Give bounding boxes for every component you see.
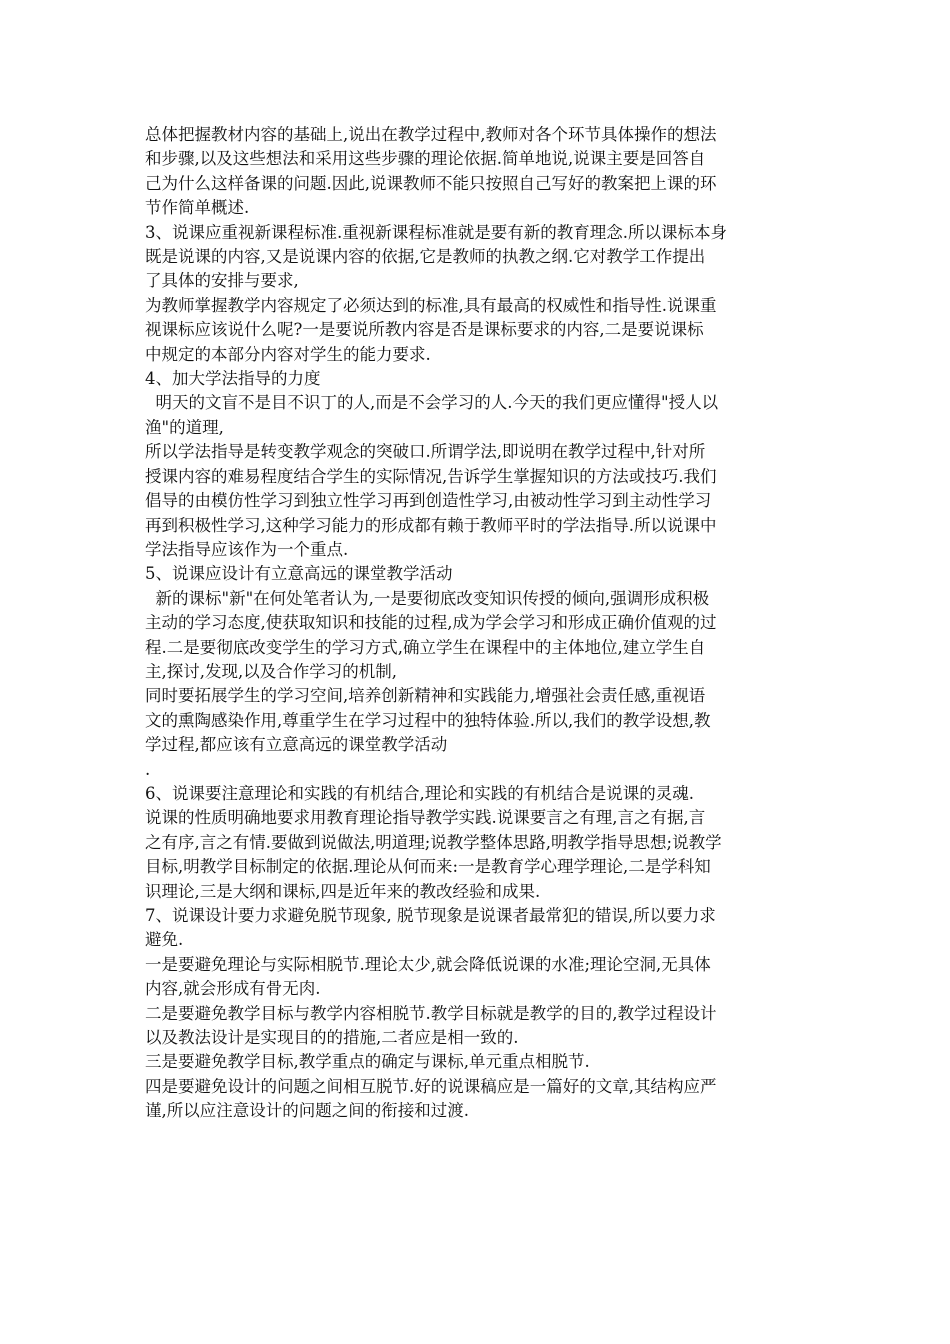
text-line: 之有序,言之有情.要做到说做法,明道理;说教学整体思路,明教学指导思想;说教学 bbox=[145, 832, 722, 852]
section-heading-5: 5、说课应设计有立意高远的课堂教学活动 bbox=[145, 564, 453, 584]
text-line: 倡导的由模仿性学习到独立性学习再到创造性学习,由被动性学习到主动性学习 bbox=[145, 491, 712, 511]
section-heading-7: 7、说课设计要力求避免脱节现象, 脱节现象是说课者最常犯的错误,所以要力求 bbox=[145, 906, 716, 925]
text-line: 学法指导应该作为一个重点. bbox=[145, 539, 349, 559]
text-line: 视课标应该说什么呢?一是要说所教内容是否是课标要求的内容,二是要说课标 bbox=[145, 320, 704, 340]
text-line: 主动的学习态度,使获取知识和技能的过程,成为学会学习和形成正确价值观的过 bbox=[145, 613, 717, 633]
text-line: 三是要避免教学目标,教学重点的确定与课标,单元重点相脱节. bbox=[145, 1052, 590, 1072]
text-line: 节作简单概述. bbox=[145, 198, 250, 218]
text-line: 和步骤,以及这些想法和采用这些步骤的理论依据.简单地说,说课主要是回答自 bbox=[145, 149, 706, 169]
section-heading-4: 4、加大学法指导的力度 bbox=[145, 369, 321, 389]
text-line: 程.二是要彻底改变学生的学习方式,确立学生在课程中的主体地位,建立学生自 bbox=[145, 637, 706, 657]
section-heading-3: 3、说课应重视新课程标准.重视新课程标准就是要有新的教育理念.所以课标本身 bbox=[145, 222, 727, 242]
text-line: 渔"的道理, bbox=[145, 417, 224, 437]
text-line: 了具体的安排与要求, bbox=[145, 271, 299, 291]
text-line: 学过程,都应该有立意高远的课堂教学活动 bbox=[145, 735, 448, 755]
document-body bbox=[145, 123, 813, 1124]
text-line: 目标,明教学目标制定的依据.理论从何而来:一是教育学心理学理论,二是学科知 bbox=[145, 857, 711, 877]
section-heading-6: 6、说课要注意理论和实践的有机结合,理论和实践的有机结合是说课的灵魂. bbox=[145, 783, 694, 803]
text-line: 己为什么这样备课的问题.因此,说课教师不能只按照自己写好的教案把上课的环 bbox=[145, 173, 717, 193]
text-line: 内容,就会形成有骨无肉. bbox=[145, 979, 321, 999]
text-line: 谨,所以应注意设计的问题之间的衔接和过渡. bbox=[145, 1101, 469, 1121]
text-line: 同时要拓展学生的学习空间,培养创新精神和实践能力,增强社会责任感,重视语 bbox=[145, 686, 706, 706]
text-line: 识理论,三是大纲和课标,四是近年来的教改经验和成果. bbox=[145, 881, 541, 901]
text-line: 以及教法设计是实现目的的措施,二者应是相一致的. bbox=[145, 1028, 519, 1048]
text-line: 中规定的本部分内容对学生的能力要求. bbox=[145, 344, 431, 364]
text-line: . bbox=[145, 759, 151, 779]
text-line: 文的熏陶感染作用,尊重学生在学习过程中的独特体验.所以,我们的教学设想,教 bbox=[145, 710, 711, 730]
text-line: 明天的文盲不是目不识丁的人,而是不会学习的人.今天的我们更应懂得"授人以 bbox=[145, 393, 719, 413]
text-line: 主,探讨,发现,以及合作学习的机制, bbox=[145, 661, 397, 681]
text-line: 为教师掌握教学内容规定了必须达到的标准,具有最高的权威性和指导性.说课重 bbox=[145, 295, 717, 315]
text-line: 一是要避免理论与实际相脱节.理论太少,就会降低说课的水准;理论空洞,无具体 bbox=[145, 954, 711, 974]
text-line: 避免. bbox=[145, 930, 184, 950]
text-line: 总体把握教材内容的基础上,说出在教学过程中,教师对各个环节具体操作的想法 bbox=[145, 125, 717, 144]
text-line: 说课的性质明确地要求用教育理论指导教学实践.说课要言之有理,言之有据,言 bbox=[145, 808, 706, 828]
text-line: 授课内容的难易程度结合学生的实际情况,告诉学生掌握知识的方法或技巧.我们 bbox=[145, 466, 717, 486]
text-line: 既是说课的内容,又是说课内容的依据,它是教师的执教之纲.它对教学工作提出 bbox=[145, 247, 706, 267]
text-line: 所以学法指导是转变教学观念的突破口.所谓学法,即说明在教学过程中,针对所 bbox=[145, 442, 706, 462]
text-line: 二是要避免教学目标与教学内容相脱节.教学目标就是教学的目的,教学过程设计 bbox=[145, 1003, 717, 1023]
text-line: 四是要避免设计的问题之间相互脱节.好的说课稿应是一篇好的文章,其结构应严 bbox=[145, 1076, 717, 1096]
text-line: 新的课标"新"在何处笔者认为,一是要彻底改变知识传授的倾向,强调形成积极 bbox=[145, 588, 710, 608]
text-line: 再到积极性学习,这种学习能力的形成都有赖于教师平时的学法指导.所以说课中 bbox=[145, 515, 717, 535]
